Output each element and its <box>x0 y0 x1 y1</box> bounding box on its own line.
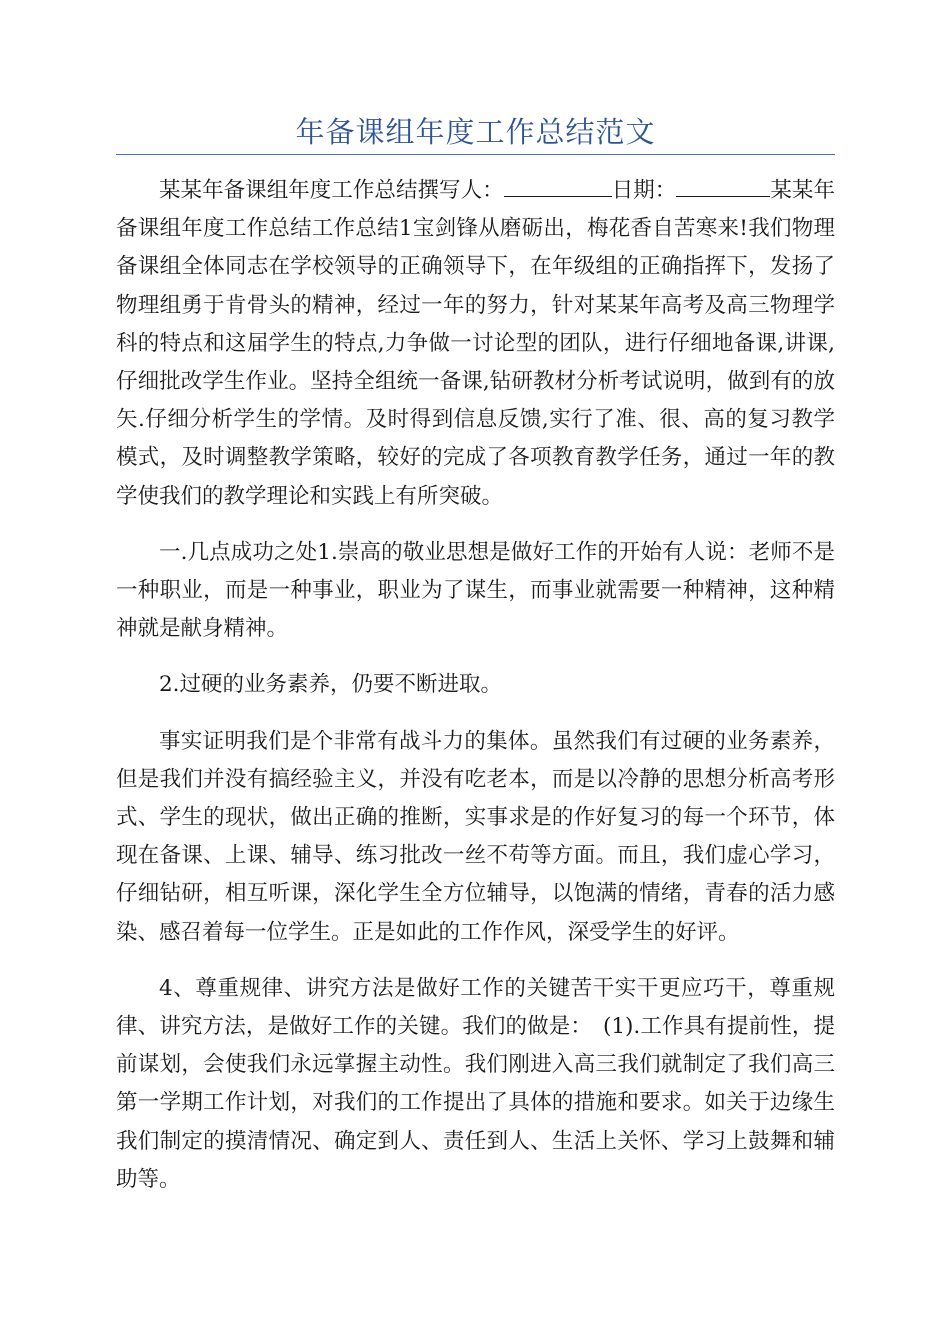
date-blank <box>676 176 770 197</box>
intro-paragraph <box>116 172 835 516</box>
author-label: 某某年备课组年度工作总结撰写人： <box>159 178 504 203</box>
paragraph-professional-quality: 2.过硬的业务素养，仍要不断进取。 <box>159 672 503 698</box>
document-body <box>116 172 835 1217</box>
date-label: 日期： <box>611 178 677 203</box>
paragraph-success-points: 一.几点成功之处1.崇高的敬业思想是做好工作的开始有人说：老师不是一种职业，而是一种事业，职业为了谋生，而事业就需要一种精神，这种精神就是献身精神。 <box>116 539 835 642</box>
author-blank <box>504 176 612 197</box>
title-underline <box>116 154 835 155</box>
document-title: 年备课组年度工作总结范文 <box>295 115 656 149</box>
paragraph-team-facts: 事实证明我们是个非常有战斗力的集体。虽然我们有过硬的业务素养，但是我们并没有搞经验主义，并没有吃老本，而是以冷静的思想分析高考形式、学生的现状，做出正确的推断，实事求是的作好复习的每一个环节，体现在备课、上课、辅导、练习批改一丝不苟等方面。而且，我们虚心学习，仔细钻研，相互听课，深化学生全方位辅导，以饱满的情绪，青春的活力感染、感召着每一位学生。正是如此的工作作风，深受学生的好评。 <box>116 728 835 945</box>
paragraph-methods: 4、尊重规律、讲究方法是做好工作的关键苦干实干更应巧干，尊重规律、讲究方法，是做好工作的关键。我们的做是： (1).工作具有提前性，提前谋划，会使我们永远掌握主动性。我们刚进入高三我们就制定了我们高三第一学期工作计划，对我们的工作提出了具体的措施和要求。如关于边缘生我们制定的摸清情况、确定到人、责任到人、生活上关怀、学习上鼓舞和辅助等。 <box>116 975 835 1192</box>
intro-text: 某某年备课组年度工作总结工作总结1宝剑锋从磨砺出，梅花香自苦寒来!我们物理备课组全体同志在学校领导的正确领导下，在年级组的正确指挥下，发扬了物理组勇于肯骨头的精神，经过一年的努力，针对某某年高考及高三物理学科的特点和这届学生的特点,力争做一讨论型的团队，进行仔细地备课,讲课,仔细批改学生作业。坚持全组统一备课,钻研教材分析考试说明，做到有的放矢.仔细分析学生的学情。及时得到信息反馈,实行了准、很、高的复习教学模式，及时调整教学策略，较好的完成了各项教育教学任务，通过一年的教学使我们的教学理论和实践上有所突破。 <box>116 178 835 509</box>
